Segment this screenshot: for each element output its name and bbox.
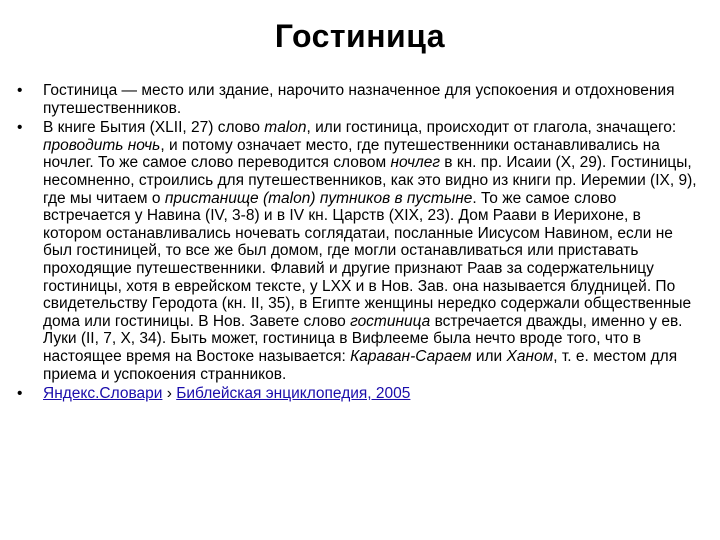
bullet-icon: • bbox=[17, 82, 23, 99]
article-italic: проводить ночь bbox=[43, 136, 161, 154]
article-italic: Ханом bbox=[506, 347, 554, 365]
list-item-article bbox=[17, 119, 697, 383]
yandex-dictionaries-link[interactable]: Яндекс.Словари bbox=[43, 385, 163, 403]
breadcrumb-separator: › bbox=[162, 385, 177, 403]
slide-title: Гостиница bbox=[274, 18, 446, 54]
term: Гостиница bbox=[43, 82, 118, 99]
article-italic: Караван-Сараем bbox=[350, 347, 472, 365]
article-text: или bbox=[471, 347, 507, 365]
article-text: . То же самое слово встречается у Навина (IV, 3-8) и в IV кн. Царств (XIX, 23). Дом Раави в Иерихоне, в котором останавливались ночевать соглядатаи, посланные Иисусом Навином, если не был гостиницей, то все же был домом, где могли останавливаться или приставать проходящие путешественники. Флавий и другие признают Раав за содержательницу гостиницы, хотя в еврейском тексте, у LXX и в Нов. Зав. она называется блудницей. По свидетельству Геродота (кн. II, 35), в Египте женщины нередко содержали общественные дома или гостиницы. В Нов. Завете слово bbox=[43, 189, 692, 330]
article-italic: пристанище (malon) путников в пустыне bbox=[164, 189, 473, 207]
bullet-list bbox=[17, 82, 697, 405]
bullet-icon: • bbox=[17, 385, 23, 403]
article-italic: гостиница bbox=[350, 312, 431, 330]
article-text: , или гостиница, происходит от глагола, значащего: bbox=[306, 119, 677, 137]
article-text: , и потому означает место, где путешественники останавливались на ночлег. То же самое слово переводится словом bbox=[43, 136, 660, 172]
bible-encyclopedia-link[interactable]: Библейская энциклопедия, 2005 bbox=[176, 385, 411, 403]
article-text: в кн. пр. Исаии (X, 29). Гостиницы, несомненно, строились для путешественников, как это видно из книги пр. Иеремии (IX, 9), где мы читаем о bbox=[43, 154, 697, 207]
article-text: , т. е. местом для приема и успокоения странников. bbox=[43, 347, 678, 383]
article-text: В книге Бытия (XLII, 27) слово bbox=[43, 119, 265, 137]
definition-text: — место или здание, нарочито назначенное для успокоения и отдохновения путешественников. bbox=[43, 82, 675, 117]
bullet-icon: • bbox=[17, 119, 23, 137]
list-item-source bbox=[17, 385, 697, 403]
article-text: встречается дважды, именно у ев. Луки (II, 7, X, 34). Быть может, гостиница в Вифлееме была нечто вроде того, что в настоящее время на Востоке называется: bbox=[43, 312, 683, 365]
article-italic: malon bbox=[264, 119, 307, 137]
list-item-definition bbox=[17, 82, 697, 117]
article-italic: ночлег bbox=[390, 154, 440, 172]
